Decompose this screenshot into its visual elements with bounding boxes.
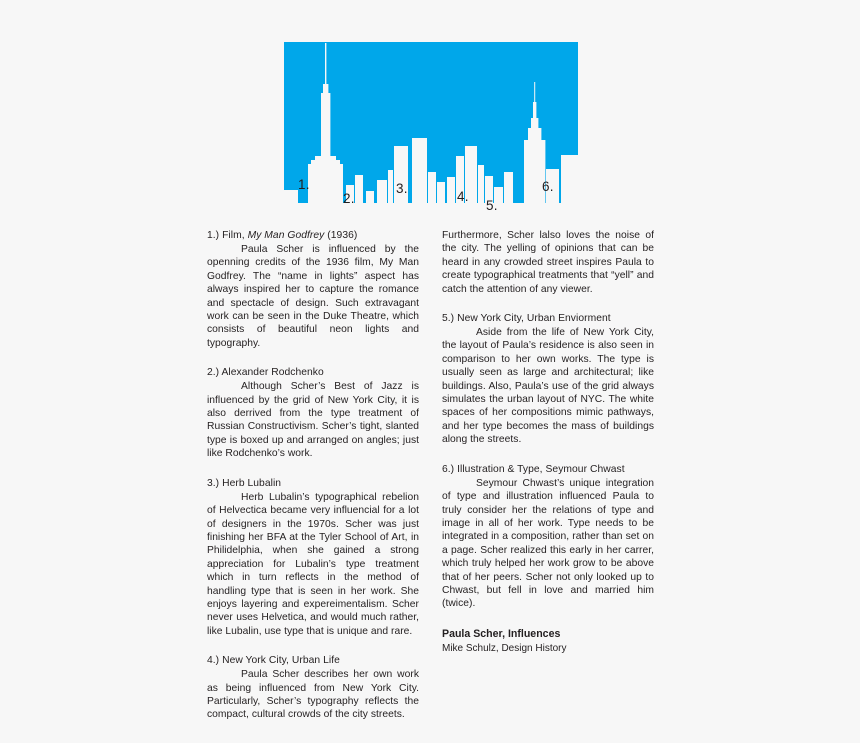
left-column bbox=[207, 229, 419, 738]
entry-1-heading bbox=[207, 229, 419, 243]
entry-2-body: Although Scher’s Best of Jazz is influenced by the grid of New York City, it is also derrived from the type treatment of Russian Constructivism. Scher’s tight, slanted type is boxed up and arranged on angles; just like Rodchenko’s work. bbox=[207, 381, 419, 460]
entry-4-heading: 4.) New York City, Urban Life bbox=[207, 655, 340, 667]
entry-3-body: Herb Lubalin’s typographical rebelion of Helvectica became very influencial for a lot of designers in the 1970s. Scher was just finishing her BFA at the Tyler School of Art, in Philidelphia, when she gained a strong appreciation for Lubalin’s type treatment which in turn reflects in the method of handling type that is seen in her work. She enjoys layering and expereimentalism. Scher never uses Helvetica, and would much rather, like Lubalin, use type that is unique and rare. bbox=[207, 491, 419, 637]
credit-title: Paula Scher, Influences bbox=[442, 627, 561, 640]
entry-4-continuation-body: Furthermore, Scher lalso loves the noise of the city. The yelling of opinions that can be heard in any crowded street inspires Paula to create typographical treatments that “yell” and catch the attention of any viewer. bbox=[442, 230, 654, 295]
right-column bbox=[442, 229, 654, 738]
skyline-label-2: 2. bbox=[343, 191, 355, 206]
entry-2 bbox=[207, 366, 419, 460]
entry-2-heading: 2.) Alexander Rodchenko bbox=[207, 367, 324, 379]
entry-1-heading-italic: My Man Godfrey bbox=[247, 230, 325, 241]
entry-6-heading: 6.) Illustration & Type, Seymour Chwast bbox=[442, 463, 625, 475]
entry-5-body: Aside from the life of New York City, the layout of Paula’s residence is also seen in comparison to her own works. The type is usually seen as large and architectural; like buildings. Also, Paula’s use of the grid always simulates the urban layout of NYC. The white spaces of her compositions mimic pathways, and her type becomes the mass of buildings along the streets. bbox=[442, 327, 654, 446]
entry-6-body: Seymour Chwast’s unique integration of type and illustration influenced Paula to truly consider her the relations of type and image in all of her work. Type needs to be integrated in a composition, rather than set on a page. Scher realized this early in her carrer, which truly helped her work grow to be above that of her peers. Scher not only looked up to Chwast, but fell in love and married him (twice). bbox=[442, 477, 654, 610]
entry-5-heading: 5.) New York City, Urban Enviorment bbox=[442, 313, 611, 325]
skyline-label-group bbox=[284, 170, 584, 213]
article-body bbox=[207, 229, 655, 738]
entry-3-heading: 3.) Herb Lubalin bbox=[207, 477, 282, 489]
skyline-label-4: 4. bbox=[457, 189, 469, 204]
skyline-label-6: 6. bbox=[542, 179, 554, 194]
entry-1-body: Paula Scher is influenced by the openning credits of the 1936 film, My Man Godfrey. The “name in lights” aspect has always inspired her to capture the romance and spectacle of design. Such extravagant work can be seen in the Duke Theatre, which consists of beautiful neon lights and typography. bbox=[207, 244, 419, 349]
column-container bbox=[207, 229, 655, 738]
entry-1-heading-prefix: 1.) Film, bbox=[207, 230, 245, 241]
entry-1 bbox=[207, 229, 419, 350]
credit-subtitle: Mike Schulz, Design History bbox=[442, 642, 567, 654]
entry-5 bbox=[442, 312, 654, 447]
entry-6 bbox=[442, 463, 654, 611]
entry-4-continuation bbox=[442, 229, 654, 296]
credit-block bbox=[442, 627, 654, 656]
skyline-label-5: 5. bbox=[486, 198, 498, 213]
skyline-label-1: 1. bbox=[298, 177, 310, 192]
entry-3 bbox=[207, 477, 419, 638]
entry-1-heading-suffix: (1936) bbox=[327, 230, 358, 241]
skyline-label-3: 3. bbox=[396, 181, 408, 196]
entry-4 bbox=[207, 654, 419, 722]
entry-4-body: Paula Scher describes her own work as being influenced from New York City. Particularly, Scher’s typography reflects the compact, cultural crowds of the city streets. bbox=[207, 669, 419, 721]
